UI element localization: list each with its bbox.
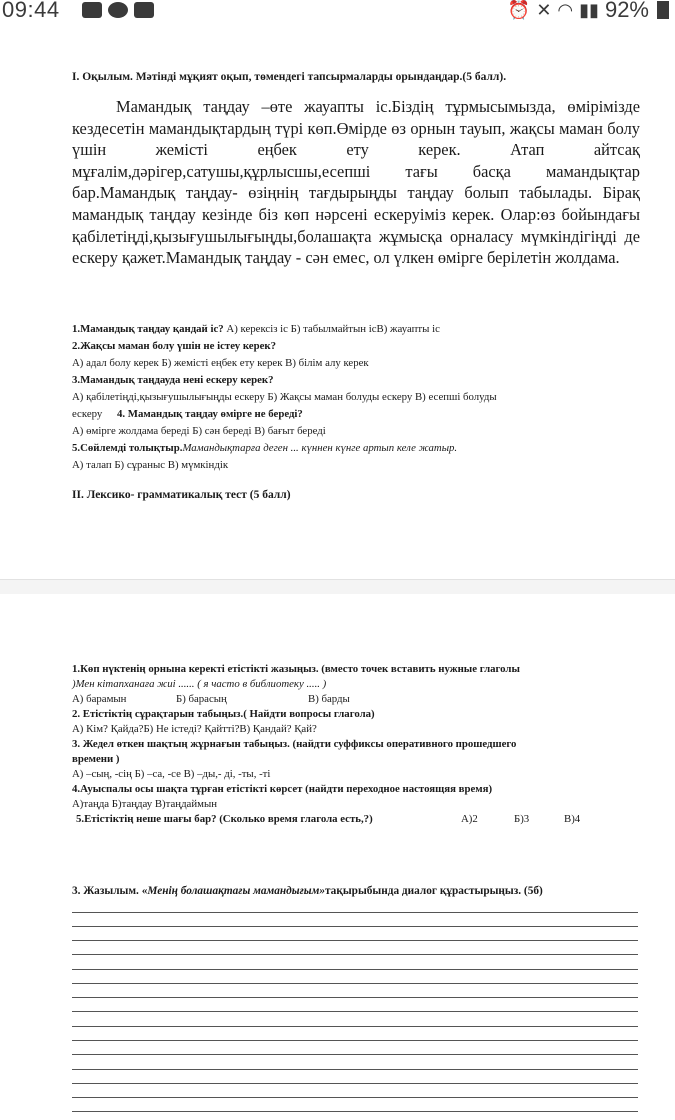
test-3: 3. Жедел өткен шақтың жұрнағын табыңыз. (найдти суффиксы оперативного прошедшего — [72, 738, 517, 750]
battery-level: 92% — [604, 0, 649, 22]
writing-line — [72, 1040, 638, 1041]
question-4-options: А) өмірге жолдама береді Б) сән береді В) бағыт береді — [72, 425, 326, 437]
reading-paragraph: Мамандық таңдау –өте жауапты іс.Біздің тұрмысымызда, өмірімізде кездесетін мамандықтардың түрі көп.Өмірде өз орнын тауып, жақсы маман болу үшін жемісті еңбек ету керек. Атап айтсақ мұғалім,дәрігер,сатушы,құрлысшы,есепші тағы басқа мамандықтар бар.Мамандық таңдау- өзіңнің тағдырыңды таңдау болып табылады. Бірақ мамандық таңдау кезінде біз көп нәрсені ескеруіміз керек. Олар:өз бойындағы қабілетіңді,қызығушылығыңды,болашақта жұмысқа орналасу мүмкіндігіңді де ескеру қажет.Мамандық таңдау - сән емес, ол үлкен өмірге берілетін жолдама. — [72, 97, 640, 268]
alarm-icon: ⏰ — [507, 0, 531, 20]
youtube-icon — [134, 2, 154, 18]
test-1: 1.Көп нүктенің орнына керекті етістікті жазыңыз. (вместо точек вставить нужные глаголы — [72, 663, 520, 675]
question-1-options: А) керексіз іс Б) табылмайтын ісВ) жауапты іс — [226, 323, 440, 335]
test-4-options: А)таңда Б)таңдау В)таңдаймын — [72, 798, 217, 810]
question-1-text: 1.Мамандық таңдау қандай іс? — [72, 323, 224, 335]
question-5-text: 5.Сөйлемді толықтыр. — [72, 442, 183, 454]
test-1-option-b: Б) барасың — [176, 693, 227, 705]
test-5 — [76, 813, 373, 826]
test-5-text: 5.Етістіктің неше шағы бар? (Сколько время глагола есть,?) — [76, 813, 373, 825]
writing-line — [72, 1083, 638, 1084]
mute-icon: ✕ — [536, 0, 552, 20]
writing-line — [72, 926, 638, 927]
writing-line — [72, 969, 638, 970]
section3-lead: 3. Жазылым. « — [72, 885, 148, 897]
test-1-option-a: А) барамын — [72, 693, 127, 705]
question-3-options-tail: ескеру — [72, 408, 103, 420]
writing-line — [72, 1054, 638, 1055]
gallery-icon — [82, 2, 102, 18]
writing-line — [72, 954, 638, 955]
section3-task: тақырыбында диалог құрастырыңыз. (5б) — [325, 885, 543, 897]
writing-line — [72, 983, 638, 984]
section3-title — [72, 885, 543, 898]
question-4: 4. Мамандық таңдау өмірге не береді? — [116, 408, 303, 420]
test-5-option-b: Б)3 — [514, 813, 530, 825]
section2-title: II. Лексико- грамматикалық тест (5 балл) — [72, 489, 291, 501]
test-5-option-c: В)4 — [564, 813, 581, 825]
question-3-options: А) қабілетіңді,қызығушылығыңды ескеру Б) Жақсы маман болуды ескеру В) есепші болуды — [72, 391, 497, 403]
test-3-options: А) –сың, -сің Б) –са, -се В) –ды,- ді, -ты, -ті — [72, 768, 271, 780]
question-5-sentence: Мамандықтарға деген ... күннен күнге артып келе жатыр. — [182, 442, 458, 454]
status-time: 09:44 — [2, 0, 60, 22]
signal-icon: ▮▮ — [579, 0, 599, 20]
question-2-options: А) адал болу керек Б) жемісті еңбек ету керек В) білім алу керек — [72, 357, 369, 369]
question-1 — [72, 323, 440, 336]
writing-line — [72, 997, 638, 998]
writing-line — [72, 1097, 638, 1098]
system-icons — [508, 0, 669, 23]
notification-icons — [82, 2, 154, 18]
wifi-icon: ◠ — [557, 0, 574, 20]
writing-line — [72, 1069, 638, 1070]
writing-line — [72, 912, 638, 913]
test-2-options: А) Кім? Қайда?Б) Не істеді? Қайтті?В) Қандай? Қай? — [72, 723, 317, 735]
page-divider — [0, 579, 675, 595]
test-2: 2. Етістіктің сұрақтарын табыңыз.( Найдти вопросы глагола) — [72, 708, 375, 720]
app-icon — [108, 2, 128, 18]
document-page-2 — [0, 594, 675, 1120]
test-4: 4.Ауыспалы осы шақта тұрған етістікті көрсет (найдти переходное настоящяя время) — [72, 783, 493, 795]
writing-line — [72, 1011, 638, 1012]
section3-topic: Менің болашақтағы мамандығым» — [147, 885, 325, 897]
test-5-option-a: А)2 — [461, 813, 478, 825]
question-3: 3.Мамандық таңдауда нені ескеру керек? — [72, 374, 274, 386]
question-5-options: А) талап Б) сұраныс В) мүмкіндік — [72, 459, 229, 471]
question-5 — [72, 442, 457, 455]
document-page-1 — [0, 24, 675, 579]
question-3-options-cont — [72, 408, 303, 421]
test-1-option-c: В) барды — [308, 693, 350, 705]
section1-title: I. Оқылым. Мәтінді мұқият оқып, төмендегі тапсырмаларды орындаңдар.(5 балл). — [72, 71, 507, 83]
writing-line — [72, 940, 638, 941]
writing-line — [72, 1111, 638, 1112]
test-1-sentence: )Мен кітапханаға жиі ...... ( я часто в библиотеку ..... ) — [72, 678, 327, 690]
test-3-cont: времени ) — [72, 753, 120, 765]
question-2: 2.Жақсы маман болу үшін не істеу керек? — [72, 340, 277, 352]
battery-icon — [657, 1, 669, 19]
writing-line — [72, 1026, 638, 1027]
status-bar — [0, 0, 675, 24]
